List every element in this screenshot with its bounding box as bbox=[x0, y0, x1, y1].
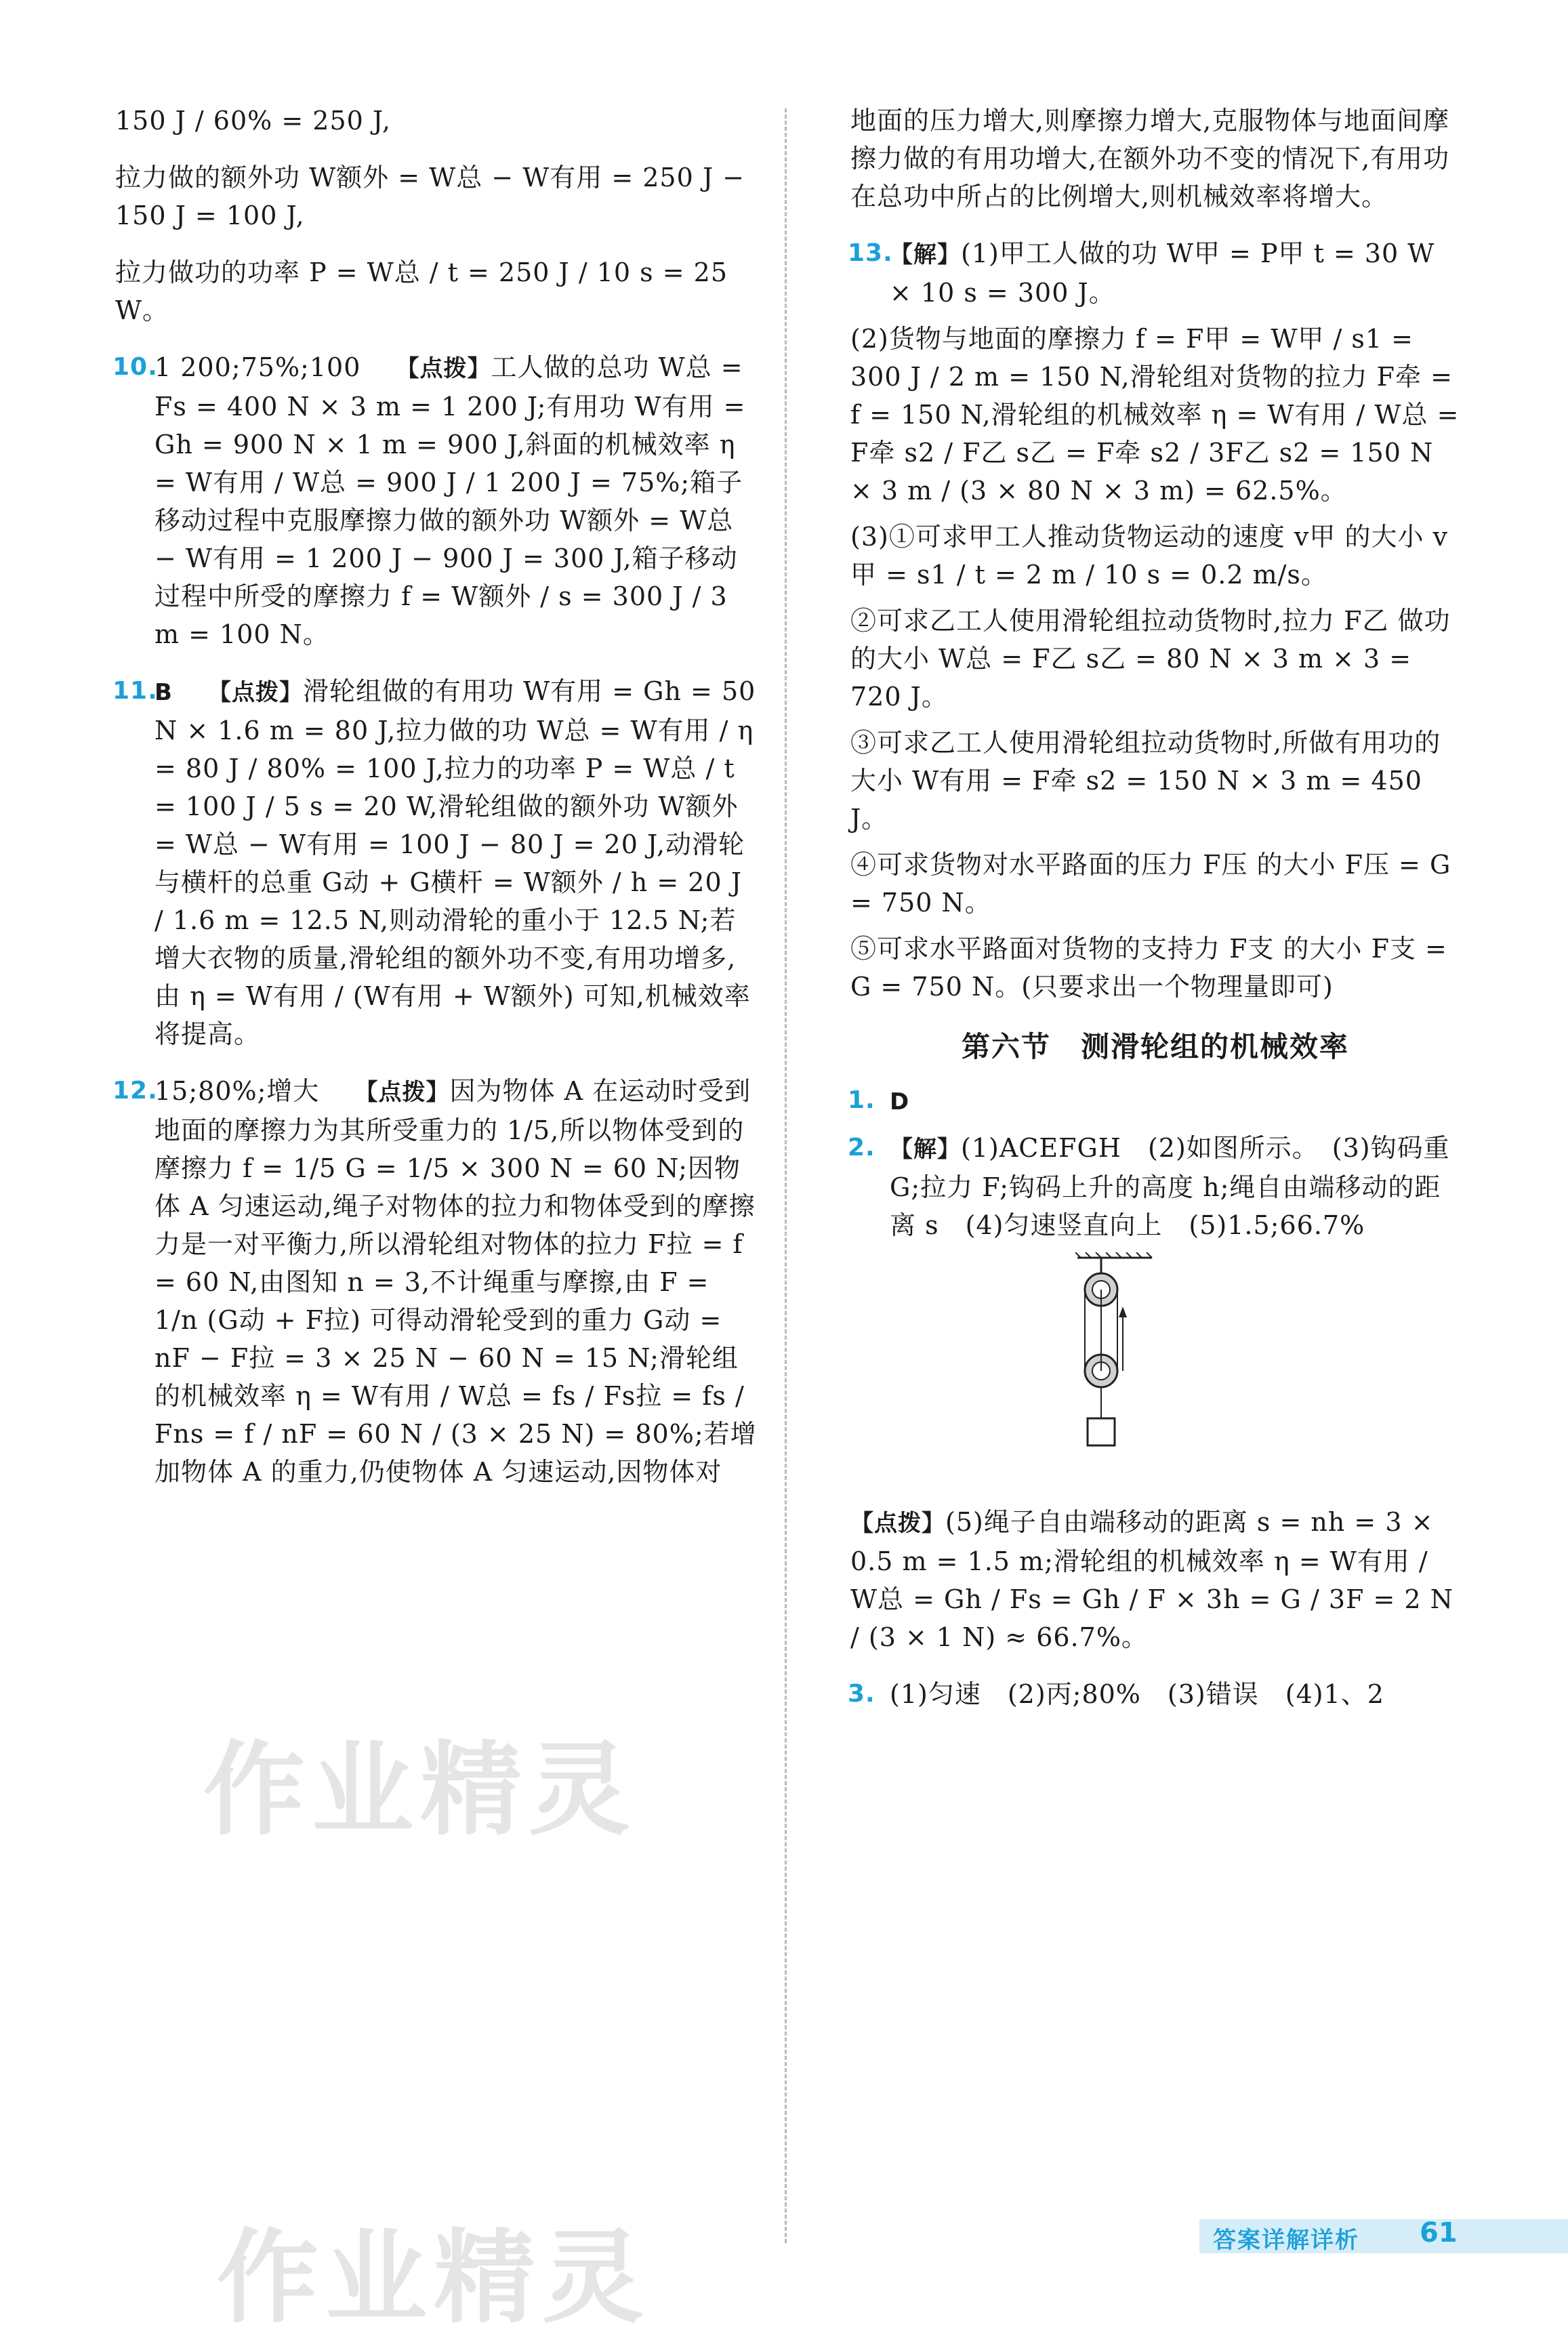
tip-label: 【点拨】 bbox=[208, 679, 304, 706]
answer-item-12 bbox=[112, 1072, 759, 1491]
left-column bbox=[112, 102, 759, 1510]
answer-item-s1 bbox=[850, 1082, 1460, 1121]
item-answer: D bbox=[890, 1088, 910, 1115]
watermark: 作业精灵 bbox=[203, 1731, 638, 1849]
pulley-figure bbox=[850, 1252, 1460, 1476]
q13-part-2: (2)货物与地面的摩擦力 f = F甲 = W甲 / s1 = 300 J / 2 m = 150 N,滑轮组对货物的拉力 F牵 = f = 150 N,滑轮组的机械效率 η = W有用 / W总 = F牵 s2 / F乙 s乙 = F牵 s2 / 3F乙 s2 = 150 N × 3 m / (3 × 80 N × 3 m) = 62.5%。 bbox=[850, 324, 1460, 506]
answer-item-13 bbox=[850, 234, 1460, 312]
item-text: 工人做的总功 W总 = Fs = 400 N × 3 m = 1 200 J;有用功 W有用 = Gh = 900 N × 1 m = 900 J,斜面的机械效率 η = W有用 / W总 = 900 J / 1 200 J = 75%;箱子移动过程中克服摩擦力做的额外功 W额外 = W总 − W有用 = 1 200 J − 900 J = 300 J,箱子移动过程中所受的摩擦力 f = W额外 / s = 300 J / 3 m = 100 N。 bbox=[154, 352, 746, 649]
item-number: 1. bbox=[848, 1086, 875, 1114]
left-line-1: 拉力做的额外功 W额外 = W总 − W有用 = 250 J − 150 J = 100 J, bbox=[115, 163, 745, 230]
page-number: 61 bbox=[1420, 2217, 1458, 2248]
item-number: 12. bbox=[112, 1077, 158, 1105]
footer-label: 答案详解详析 bbox=[1213, 2227, 1359, 2254]
watermark: 作业精灵 bbox=[217, 2219, 651, 2337]
q13-part-3-4: ④可求货物对水平路面的压力 F压 的大小 F压 = G = 750 N。 bbox=[850, 850, 1451, 918]
item-answer: 15;80%;增大 bbox=[154, 1076, 320, 1106]
tip-label: 【解】 bbox=[890, 1136, 961, 1163]
section-title: 第六节 测滑轮组的机械效率 bbox=[961, 1030, 1349, 1063]
tip-label: 【点拨】 bbox=[850, 1510, 945, 1537]
item-number: 2. bbox=[848, 1134, 875, 1162]
item-text: 因为物体 A 在运动时受到地面的摩擦力为其所受重力的 1/5,所以物体受到的摩擦力 f = 1/5 G = 1/5 × 300 N = 60 N;因物体 A 匀速运动,绳子对物体的拉力和物体受到的摩擦力是一对平衡力,所以滑轮组对物体的拉力 F拉 = f = 60 N,由图知 n = 3,不计绳重与摩擦,由 F = 1/n (G动 + F拉) 可得动滑轮受到的重力 G动 = nF − F拉 = 3 × 25 N − 60 N = 15 N;滑轮组的机械效率 η = W有用 / W总 = fs / Fs拉 = fs / Fns = f / nF = 60 N / (3 × 25 N) = 80%;若增加物体 A 的重力,仍使物体 A 匀速运动,因物体对 bbox=[154, 1076, 757, 1487]
q13-part-3-3: ③可求乙工人使用滑轮组拉动货物时,所做有用功的大小 W有用 = F牵 s2 = 150 N × 3 m = 450 J。 bbox=[850, 728, 1441, 834]
right-column bbox=[850, 102, 1460, 1732]
answer-item-s2 bbox=[850, 1129, 1460, 1244]
tip-label: 【点拨】 bbox=[396, 355, 491, 382]
s2-tip bbox=[850, 1503, 1460, 1656]
left-line-2: 拉力做功的功率 P = W总 / t = 250 J / 10 s = 25 W。 bbox=[115, 258, 728, 325]
item-number: 11. bbox=[112, 677, 158, 705]
item-answer: B bbox=[154, 679, 173, 706]
item-number: 10. bbox=[112, 353, 158, 381]
item-answer: 1 200;75%;100 bbox=[154, 352, 361, 382]
tip-label: 【解】 bbox=[890, 241, 961, 268]
item-number: 3. bbox=[848, 1680, 875, 1708]
answer-item-s3 bbox=[850, 1675, 1460, 1713]
pulley-diagram-icon bbox=[1074, 1252, 1155, 1469]
item-number: 13. bbox=[848, 239, 893, 267]
item-text: (1)匀速 (2)丙;80% (3)错误 (4)1、2 bbox=[890, 1679, 1384, 1709]
item-text: (5)绳子自由端移动的距离 s = nh = 3 × 0.5 m = 1.5 m;滑轮组的机械效率 η = W有用 / W总 = Gh / Fs = Gh / F × 3h = G / 3F = 2 N / (3 × 1 N) ≈ 66.7%。 bbox=[850, 1507, 1453, 1652]
q13-part-3-2: ②可求乙工人使用滑轮组拉动货物时,拉力 F乙 做功的大小 W总 = F乙 s乙 = 80 N × 3 m × 3 = 720 J。 bbox=[850, 606, 1451, 712]
left-line-0: 150 J / 60% = 250 J, bbox=[115, 106, 391, 136]
answer-item-11 bbox=[112, 672, 759, 1053]
column-divider bbox=[785, 108, 787, 2243]
tip-label: 【点拨】 bbox=[354, 1079, 450, 1106]
q13-part-3-5: ⑤可求水平路面对货物的支持力 F支 的大小 F支 = G = 750 N。(只要求出一个物理量即可) bbox=[850, 934, 1447, 1002]
answer-item-10 bbox=[112, 348, 759, 653]
item-text: (1)ACEFGH (2)如图所示。 (3)钩码重 G;拉力 F;钩码上升的高度 h;绳自由端移动的距离 s (4)匀速竖直向上 (5)1.5;66.7% bbox=[890, 1133, 1450, 1240]
item-text: (1)甲工人做的功 W甲 = P甲 t = 30 W × 10 s = 300 J。 bbox=[890, 239, 1435, 308]
q13-part-3: (3)①可求甲工人推动货物运动的速度 v甲 的大小 v甲 = s1 / t = 2 m / 10 s = 0.2 m/s。 bbox=[850, 522, 1449, 590]
item-text: 滑轮组做的有用功 W有用 = Gh = 50 N × 1.6 m = 80 J,拉力做的功 W总 = W有用 / η = 80 J / 80% = 100 J,拉力的功率 P = W总 / t = 100 J / 5 s = 20 W,滑轮组做的额外功 W额外 = W总 − W有用 = 100 J − 80 J = 20 J,动滑轮与横杆的总重 G动 + G横杆 = W额外 / h = 20 J / 1.6 m = 12.5 N,则动滑轮的重小于 12.5 N;若增大衣物的质量,滑轮组的额外功不变,有用功增多,由 η = W有用 / (W有用 + W额外) 可知,机械效率将提高。 bbox=[154, 676, 756, 1049]
right-continuation: 地面的压力增大,则摩擦力增大,克服物体与地面间摩擦力做的有用功增大,在额外功不变的情况下,有用功在总功中所占的比例增大,则机械效率将增大。 bbox=[850, 106, 1450, 211]
